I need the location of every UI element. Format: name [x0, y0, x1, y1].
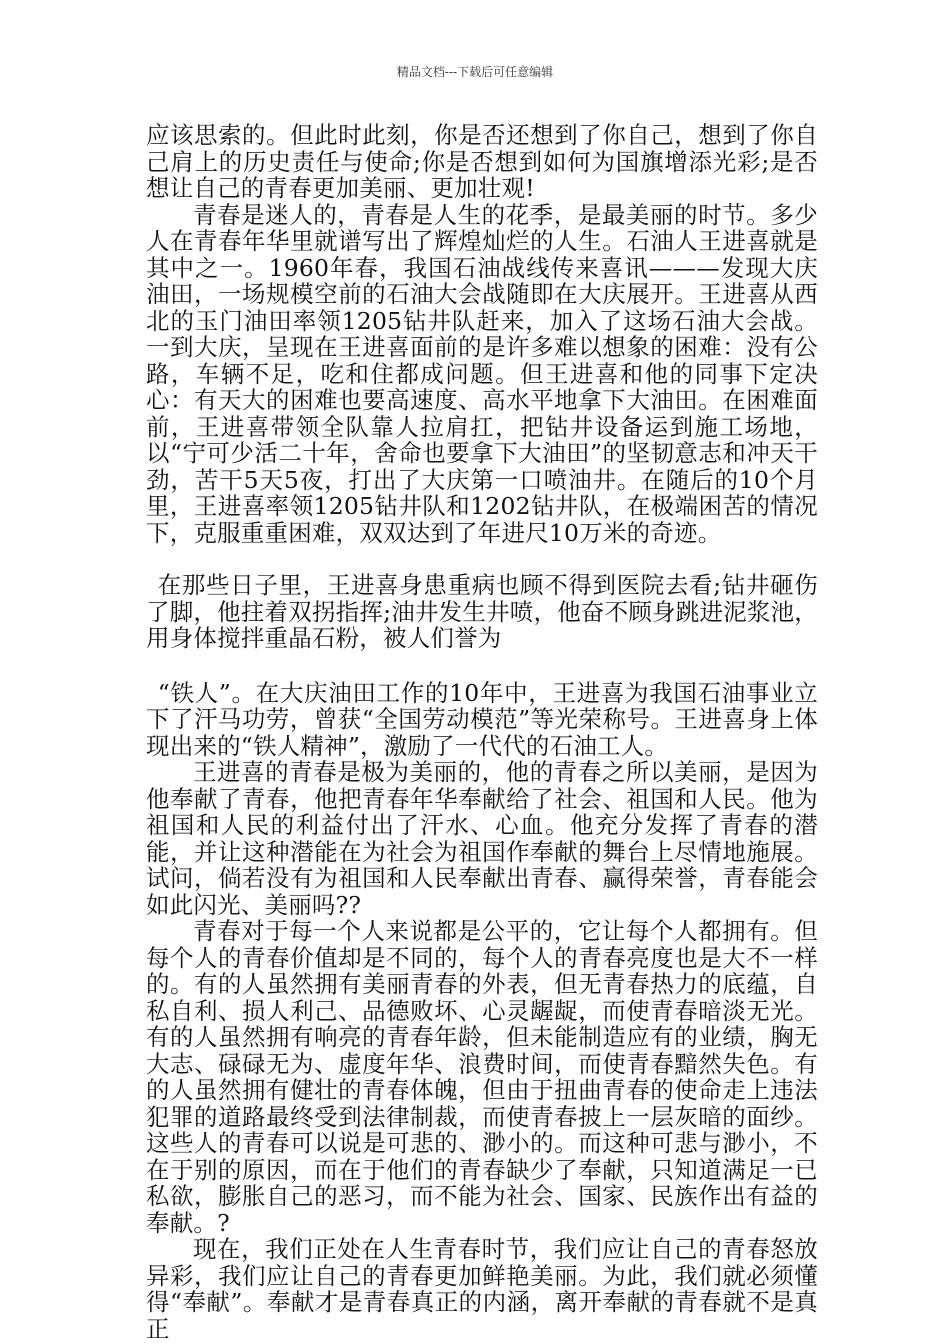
document-body	[146, 122, 818, 1342]
paragraph-those-days: 在那些日子里，王进喜身患重病也顾不得到医院去看;钻井砸伤了脚，他拄着双拐指挥;油井发生井喷，他奋不顾身跳进泥浆池，用身体搅拌重晶石粉，被人们誉为	[146, 571, 818, 652]
page-header: 精品文档---下载后可任意编辑	[396, 65, 554, 79]
paragraph-iron-man: “铁人”。在大庆油田工作的10年中，王进喜为我国石油事业立下了汗马功劳，曾获“全国劳动模范”等光荣称号。王进喜身上体现出来的“铁人精神”，激励了一代代的石油工人。	[146, 678, 818, 760]
paragraph-beautiful-youth: 王进喜的青春是极为美丽的，他的青春之所以美丽，是因为他奉献了青春，他把青春年华奉献给了社会、祖国和人民。他为祖国和人民的利益付出了汗水、心血。他充分发挥了青春的潜能，并让这种潜能在为社会为祖国作奉献的舞台上尽情地施展。试问，倘若没有为祖国和人民奉献出青春、赢得荣誉，青春能会如此闪光、美丽吗??	[146, 758, 818, 919]
paragraph-youth-fairness: 青春对于每一个人来说都是公平的，它让每个人都拥有。但每个人的青春价值却是不同的，每个人的青春亮度也是大不一样的。有的人虽然拥有美丽青春的外表，但无青春热力的底蕴，自私自利、损人利己、品德败坏、心灵龌龊，而使青春暗淡无光。有的人虽然拥有响亮的青春年龄，但未能制造应有的业绩，胸无大志、碌碌无为、虚度年华、浪费时间，而使青春黯然失色。有的人虽然拥有健壮的青春体魄，但由于扭曲青春的使命走上违法犯罪的道路最终受到法律制裁，而使青春披上一层灰暗的面纱。这些人的青春可以说是可悲的、渺小的。而这种可悲与渺小，不在于别的原因，而在于他们的青春缺少了奉献，只知道满足一已私欲，膨胀自己的恶习，而不能为社会、国家、民族作出有益的奉献。?	[146, 917, 818, 1237]
paragraph-wang-jinxi: 青春是迷人的，青春是人生的花季，是最美丽的时节。多少人在青春年华里就谱写出了辉煌灿烂的人生。石油人王进喜就是其中之一。1960年春，我国石油战线传来喜讯———发现大庆油田，一场规模空前的石油大会战随即在大庆展开。王进喜从西北的玉门油田率领1205钻井队赶来，加入了这场石油大会战。一到大庆，呈现在王进喜面前的是许多难以想象的困难：没有公路，车辆不足，吃和住都成问题。但王进喜和他的同事下定决心：有天大的困难也要高速度、高水平地拿下大油田。在困难面前，王进喜带领全队靠人拉肩扛，把钻井设备运到施工场地，以“宁可少活二十年，舍命也要拿下大油田”的坚韧意志和冲天干劲，苦干5天5夜，打出了大庆第一口喷油井。在随后的10个月里，王进喜率领1205钻井队和1202钻井队，在极端困苦的情况下，克服重重困难，双双达到了年进尺10万米的奇迹。	[146, 200, 818, 547]
paragraph-continuation: 应该思索的。但此时此刻，你是否还想到了你自己，想到了你自己肩上的历史责任与使命;你是否想到如何为国旗增添光彩;是否想让自己的青春更加美丽、更加壮观!	[146, 121, 818, 202]
paragraph-dedication: 现在，我们正处在人生青春时节，我们应让自己的青春怒放异彩，我们应让自己的青春更加鲜艳美丽。为此，我们就必须懂得“奉献”。奉献才是青春真正的内涵，离开奉献的青春就不是真正	[146, 1235, 818, 1343]
